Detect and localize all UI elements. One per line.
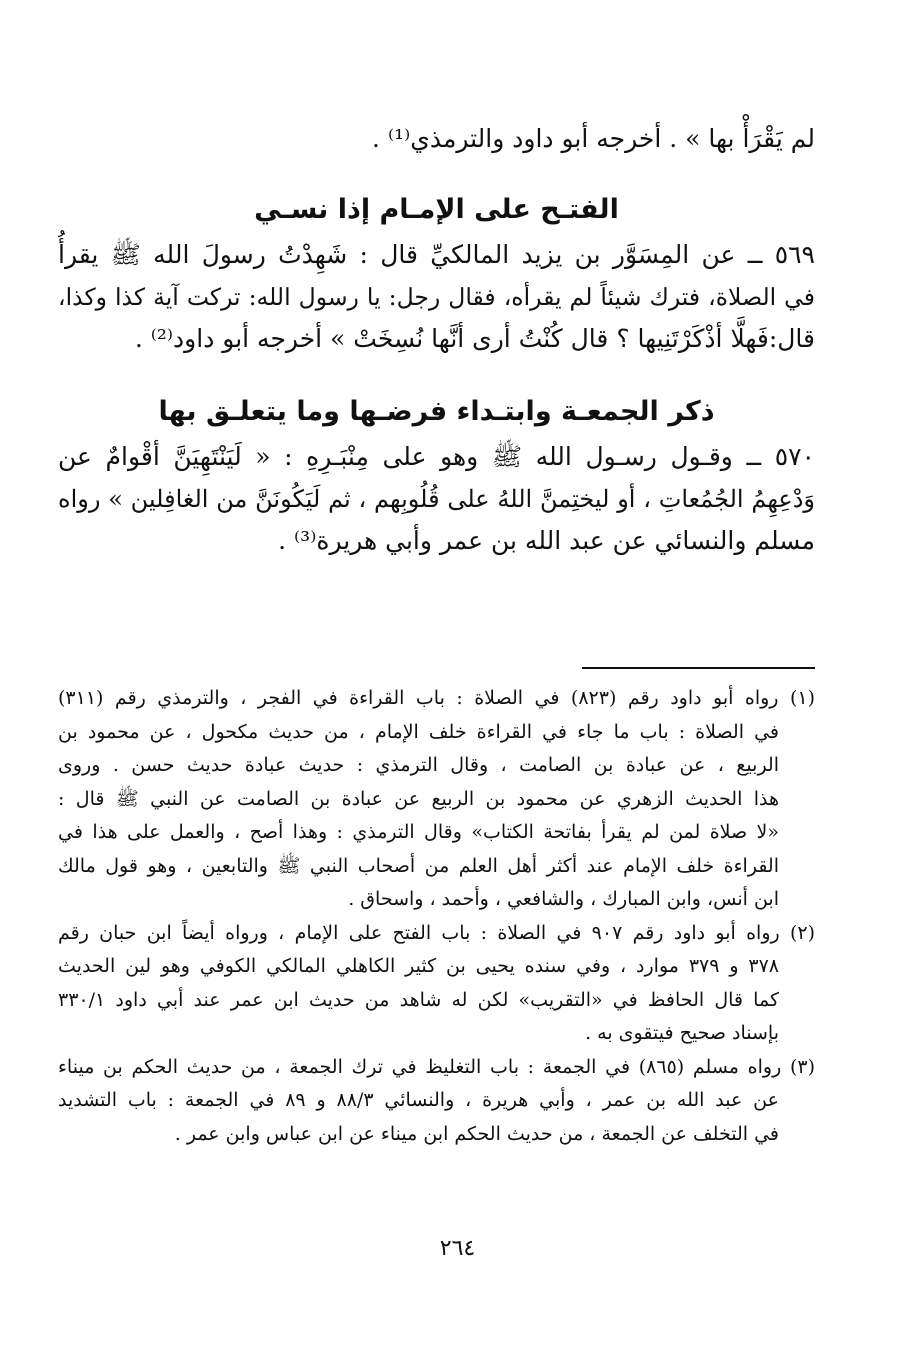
footnote-line: في الصلاة : باب ما جاء في القراءة خلف الإمام ، من حديث مكحول ، عن محمود بن <box>58 720 779 743</box>
hadith-570 <box>58 436 815 562</box>
text-line: وَدْعِهِمُ الجُمُعاتِ ، أو ليختِمنَّ اللهُ على قُلُوبِهم ، ثم لَيَكُونَنَّ من الغافِلين » رواه <box>58 485 815 513</box>
section-heading-fath: الفتـح على الإمـام إذا نسـي <box>254 194 619 225</box>
footnote-line: في التخلف عن الجمعة ، من حديث الحكم ابن ميناء عن ابن عباس وابن عمر . <box>174 1122 779 1145</box>
footnote-line: ابن أنس، وابن المبارك ، والشافعي ، وأحمد ، واسحاق . <box>348 888 779 910</box>
footnote-line: عن عبد الله بن عمر ، وأبي هريرة ، والنسائي ٨٨/٣ و ٨٩ في الجمعة : باب التشديد <box>58 1089 779 1111</box>
footnote-divider <box>582 667 815 669</box>
footnote-line: «لا صلاة لمن لم يقرأ بفاتحة الكتاب» وقال الترمذي : وهذا أصح ، والعمل على هذا في <box>58 821 779 843</box>
text-line: ٥٧٠ ــ وقـول رسـول الله ﷺ وهو على مِنْبَـرِهِ : « لَيَنْتَهِيَنَّ أقْوامٌ عن <box>58 442 815 471</box>
hadith-569 <box>58 234 815 360</box>
footnotes <box>58 682 815 1151</box>
footnote-line: كما قال الحافظ في «التقريب» لكن له شاهد من حديث ابن عمر عند أبي داود ٣٣٠/١ <box>58 988 779 1011</box>
footnote-line: القراءة خلف الإمام عند أكثر أهل العلم من أصحاب النبي ﷺ والتابعين ، وهو قول مالك <box>58 854 779 877</box>
text-line: في الصلاة، فترك شيئاً لم يقرأه، فقال رجل: يا رسول الله: تركت آية كذا وكذا، <box>58 283 815 311</box>
text-line: مسلم والنسائي عن عبد الله بن عمر وأبي هريرة⁽³⁾ . <box>278 526 815 555</box>
text-line: ٥٦٩ ــ عن المِسَوَّر بن يزيد المالكيِّ قال : شَهِدْتُ رسولَ الله ﷺ يقرأُ <box>58 240 815 269</box>
footnote-line: ٣٧٨ و ٣٧٩ موارد ، وفي سنده يحيى بن كثير الكاهلي المالكي الكوفي وهو لين الحديث <box>58 955 779 977</box>
page-number: ٢٦٤ <box>439 1236 476 1261</box>
main-text <box>58 118 815 562</box>
section-heading-jumua: ذكر الجمعـة وابتـداء فرضـها وما يتعلـق بها <box>158 396 715 427</box>
footnote-line: (٢) رواه أبو داود رقم ٩٠٧ في الصلاة : باب الفتح على الإمام ، ورواه أيضاً ابن حبان رقم <box>58 921 816 944</box>
footnote-line: الربيع ، عن عبادة بن الصامت ، وقال الترمذي : حديث عبادة حديث حسن . وروى <box>58 754 779 776</box>
footnote-line: (٣) رواه مسلم (٨٦٥) في الجمعة : باب التغليظ في ترك الجمعة ، من حديث الحكم بن ميناء <box>58 1055 815 1078</box>
footnote-2 <box>58 917 815 1051</box>
text-line: قال:فَهلَّا أذْكَرْتَنِيها ؟ قال كُنْتُ أرى أنَّها نُسِخَتْ » أخرجه أبو داود⁽²⁾ . <box>134 324 815 353</box>
footnote-1 <box>58 682 815 917</box>
intro-line: لم يَقْرَأْ بها » . أخرجه أبو داود والترمذي⁽¹⁾ . <box>372 124 815 153</box>
footnote-line: بإسناد صحيح فيتقوى به . <box>585 1022 779 1044</box>
footnote-3 <box>58 1051 815 1152</box>
footnote-line: هذا الحديث الزهري عن محمود بن الربيع عن عبادة بن الصامت عن النبي ﷺ قال : <box>58 787 779 810</box>
footnote-line: (١) رواه أبو داود رقم (٨٢٣) في الصلاة : باب القراءة في الفجر ، والترمذي رقم (٣١١) <box>58 687 815 709</box>
